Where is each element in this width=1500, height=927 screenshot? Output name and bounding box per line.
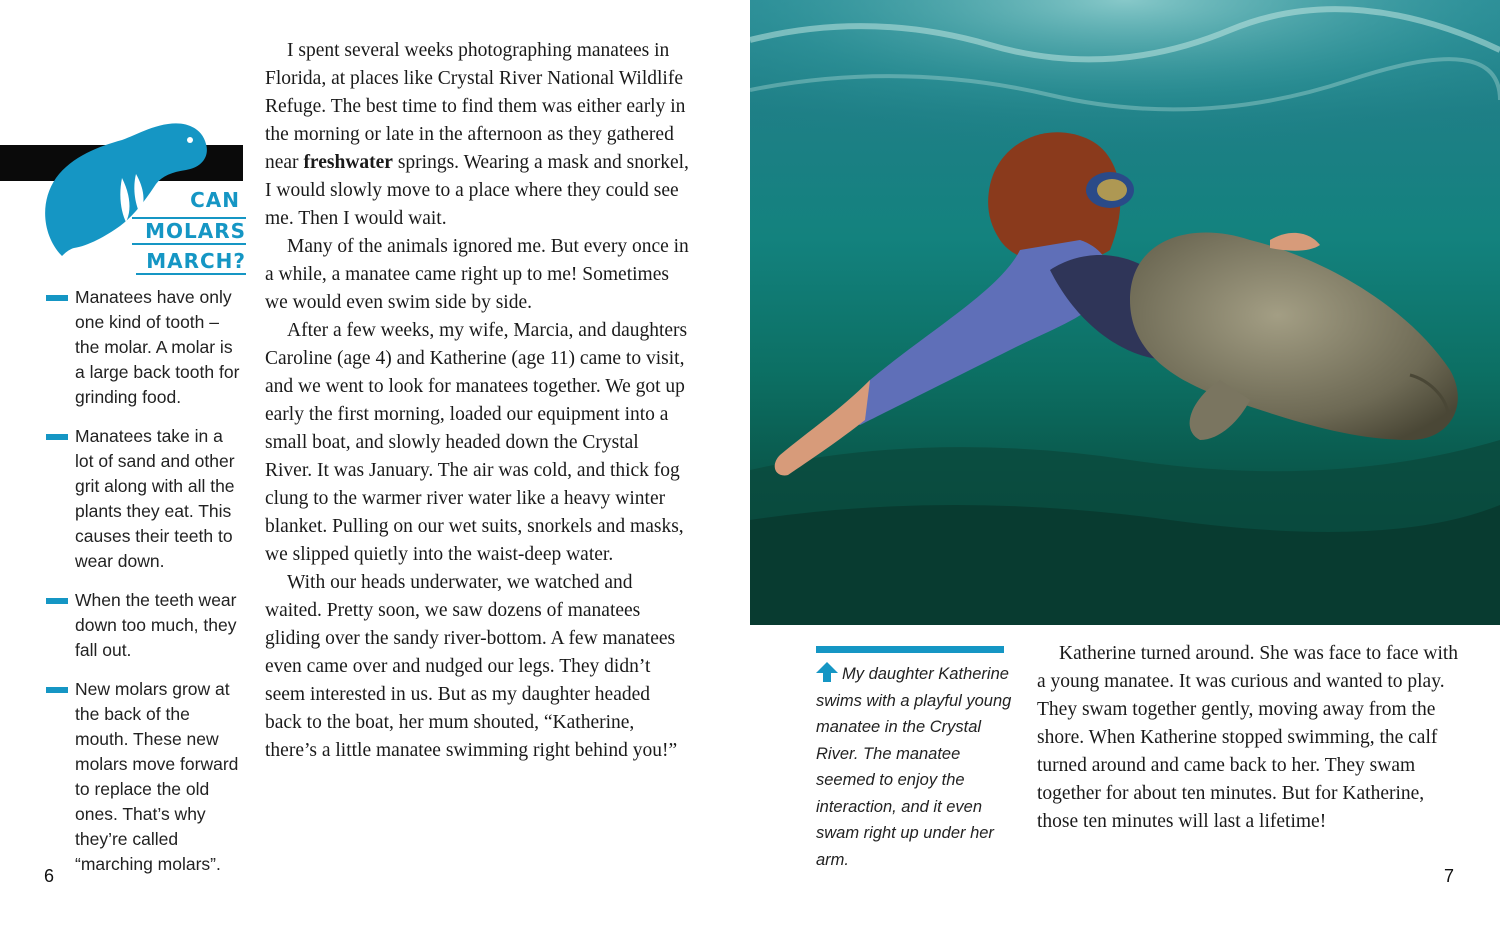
page-number-right: 7 <box>1444 866 1455 886</box>
bullet-dash-icon <box>46 598 68 604</box>
fact-text: New molars grow at the back of the mouth. These new molars move forward to replace the old ones. That’s why they’re called “marching molars”. <box>75 679 239 874</box>
paragraph: Many of the animals ignored me. But every once in a while, a manatee came right up to me! Sometimes we would even swim side by side. <box>265 236 689 313</box>
fact-item <box>46 424 246 574</box>
photo-caption <box>816 661 1016 873</box>
caption-text: My daughter Katherine swims with a playful young manatee in the Crystal River. The manatee seemed to enjoy the interaction, and it even swam right up under her arm. <box>816 665 1012 869</box>
caption-accent-bar <box>816 646 1004 653</box>
underwater-scene-illustration <box>750 0 1500 625</box>
fact-text: When the teeth wear down too much, they fall out. <box>75 590 237 660</box>
paragraph <box>265 37 690 233</box>
fact-item <box>46 285 246 410</box>
fact-item <box>46 588 246 663</box>
paragraph-text: I spent several weeks photographing manatees in Florida, at places like Crystal River National Wildlife Refuge. The best time to find them was either early in the morning or late in the afternoon as they gathered near <box>265 40 686 173</box>
bullet-dash-icon <box>46 687 68 693</box>
bullet-dash-icon <box>46 295 68 301</box>
paragraph: Katherine turned around. She was face to face with a young manatee. It was curious and wanted to play. They swam together gently, moving away from the shore. When Katherine stopped swimming, the calf turned around and came back to her. They swam together for about ten minutes. But for Katherine, those ten minutes will last a lifetime! <box>1037 643 1459 832</box>
sidebar-title-line: MOLARS <box>132 217 246 245</box>
paragraph: After a few weeks, my wife, Marcia, and daughters Caroline (age 4) and Katherine (age 11) came to visit, and we went to look for manatees together. We got up early the first morning, loaded our equipment into a small boat, and slowly headed down the Crystal River. It was January. The air was cold, and thick fog clung to the warmer river water like a heavy winter blanket. Pulling on our wet suits, snorkels and masks, we slipped quietly into the waist-deep water. <box>265 320 688 565</box>
right-text-column <box>1037 640 1465 836</box>
fact-text: Manatees take in a lot of sand and other grit along with all the plants they eat. This causes their teeth to wear down. <box>75 426 235 571</box>
up-arrow-icon <box>816 662 838 682</box>
sidebar-title <box>128 190 246 275</box>
fact-text: Manatees have only one kind of tooth – the molar. A molar is a large back tooth for grinding food. <box>75 287 240 407</box>
sidebar-title-line: MARCH? <box>136 251 246 275</box>
main-text-column <box>265 37 690 765</box>
bold-term: freshwater <box>303 152 393 173</box>
molar-facts-list <box>46 285 246 891</box>
bullet-dash-icon <box>46 434 68 440</box>
paragraph-text: springs. Wearing a mask and snorkel, I would slowly move to a place where they could see me. Then I would wait. <box>265 152 689 229</box>
sidebar-title-line: CAN <box>190 188 240 212</box>
page-number-left: 6 <box>44 866 55 886</box>
fact-item <box>46 677 246 877</box>
paragraph: With our heads underwater, we watched and waited. Pretty soon, we saw dozens of manatees gliding over the sandy river-bottom. A few manatees even came over and nudged our legs. They didn’t seem interested in us. But as my daughter headed back to the boat, her mum shouted, “Katherine, there’s a little manatee swimming right behind you!” <box>265 572 678 761</box>
snorkeler-with-manatee-photo <box>750 0 1500 625</box>
